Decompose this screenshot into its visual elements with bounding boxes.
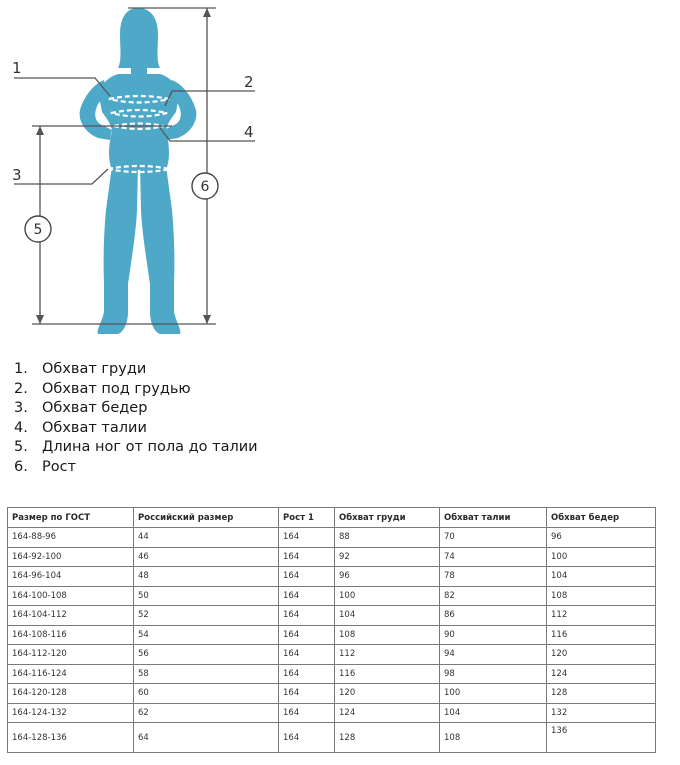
silhouette-right-leg — [140, 166, 180, 334]
legend-label: Рост — [42, 458, 77, 475]
legend-item — [14, 360, 258, 380]
cell-waist: 100 — [440, 684, 547, 704]
cell-height: 164 — [279, 703, 335, 723]
legend-number: 2. — [14, 380, 28, 397]
marker-2: 2 — [244, 73, 254, 91]
cell-russian-size: 50 — [134, 586, 279, 606]
female-silhouette — [80, 8, 197, 334]
cell-chest: 104 — [335, 606, 440, 626]
marker-6: 6 — [200, 179, 210, 195]
cell-height: 164 — [279, 723, 335, 753]
table-row — [8, 586, 656, 606]
table-row — [8, 606, 656, 626]
cell-waist: 94 — [440, 645, 547, 665]
cell-gost-size: 164-124-132 — [8, 703, 134, 723]
cell-height: 164 — [279, 528, 335, 548]
column-header-gost-size: Размер по ГОСТ — [8, 508, 134, 528]
cell-russian-size: 58 — [134, 664, 279, 684]
column-header-chest: Обхват груди — [335, 508, 440, 528]
cell-chest: 88 — [335, 528, 440, 548]
cell-hips: 128 — [547, 684, 656, 704]
marker-1: 1 — [12, 59, 22, 77]
circled-label-5 — [25, 216, 51, 242]
legend-number: 3. — [14, 400, 28, 417]
cell-hips: 96 — [547, 528, 656, 548]
legend-item — [14, 399, 258, 419]
cell-russian-size: 44 — [134, 528, 279, 548]
column-header-hips: Обхват бедер — [547, 508, 656, 528]
cell-waist: 82 — [440, 586, 547, 606]
table-row — [8, 684, 656, 704]
cell-russian-size: 64 — [134, 723, 279, 753]
legend-item — [14, 438, 258, 458]
legend-label: Обхват груди — [42, 361, 147, 377]
table-row — [8, 703, 656, 723]
cell-chest: 100 — [335, 586, 440, 606]
silhouette-left-leg — [98, 166, 138, 334]
body-measurement-figure — [0, 0, 270, 340]
cell-gost-size: 164-104-112 — [8, 606, 134, 626]
cell-waist: 90 — [440, 625, 547, 645]
cell-gost-size: 164-120-128 — [8, 684, 134, 704]
table-row — [8, 567, 656, 587]
cell-hips: 108 — [547, 586, 656, 606]
table-row — [8, 625, 656, 645]
cell-gost-size: 164-92-100 — [8, 547, 134, 567]
cell-waist: 86 — [440, 606, 547, 626]
cell-hips: 104 — [547, 567, 656, 587]
size-table — [7, 507, 656, 753]
cell-waist: 70 — [440, 528, 547, 548]
marker-4: 4 — [244, 123, 254, 141]
leader-line-3 — [14, 169, 108, 184]
cell-hips: 136 — [547, 723, 656, 753]
marker-5: 5 — [33, 222, 43, 238]
circled-label-6 — [192, 173, 218, 199]
cell-russian-size: 60 — [134, 684, 279, 704]
cell-gost-size: 164-116-124 — [8, 664, 134, 684]
cell-height: 164 — [279, 684, 335, 704]
legend-number: 1. — [14, 361, 28, 377]
legend-number: 5. — [14, 439, 28, 456]
column-header-russian-size: Российский размер — [134, 508, 279, 528]
table-header-row — [8, 508, 656, 528]
cell-russian-size: 62 — [134, 703, 279, 723]
cell-russian-size: 46 — [134, 547, 279, 567]
legend-label: Обхват бедер — [42, 400, 148, 417]
cell-chest: 96 — [335, 567, 440, 587]
cell-chest: 92 — [335, 547, 440, 567]
cell-russian-size: 56 — [134, 645, 279, 665]
cell-hips: 100 — [547, 547, 656, 567]
cell-hips: 116 — [547, 625, 656, 645]
cell-hips: 112 — [547, 606, 656, 626]
legend-number: 4. — [14, 419, 28, 436]
cell-chest: 124 — [335, 703, 440, 723]
table-row — [8, 645, 656, 665]
cell-gost-size: 164-100-108 — [8, 586, 134, 606]
cell-height: 164 — [279, 645, 335, 665]
silhouette-torso — [99, 74, 179, 170]
cell-chest: 116 — [335, 664, 440, 684]
cell-chest: 112 — [335, 645, 440, 665]
cell-chest: 128 — [335, 723, 440, 753]
cell-height: 164 — [279, 567, 335, 587]
legend-label: Длина ног от пола до талии — [42, 439, 258, 456]
column-header-height: Рост 1 — [279, 508, 335, 528]
cell-waist: 78 — [440, 567, 547, 587]
cell-russian-size: 54 — [134, 625, 279, 645]
cell-gost-size: 164-112-120 — [8, 645, 134, 665]
marker-3: 3 — [12, 166, 22, 184]
cell-height: 164 — [279, 664, 335, 684]
legend-label: Обхват талии — [42, 419, 147, 436]
cell-russian-size: 48 — [134, 567, 279, 587]
table-row — [8, 723, 656, 753]
legend-item — [14, 380, 258, 400]
cell-waist: 74 — [440, 547, 547, 567]
cell-height: 164 — [279, 625, 335, 645]
table-row — [8, 664, 656, 684]
cell-gost-size: 164-96-104 — [8, 567, 134, 587]
cell-chest: 108 — [335, 625, 440, 645]
measurement-legend — [14, 360, 258, 478]
cell-russian-size: 52 — [134, 606, 279, 626]
cell-chest: 120 — [335, 684, 440, 704]
cell-hips: 132 — [547, 703, 656, 723]
cell-hips: 124 — [547, 664, 656, 684]
cell-height: 164 — [279, 547, 335, 567]
cell-waist: 108 — [440, 723, 547, 753]
cell-gost-size: 164-108-116 — [8, 625, 134, 645]
cell-gost-size: 164-128-136 — [8, 723, 134, 753]
cell-gost-size: 164-88-96 — [8, 528, 134, 548]
cell-height: 164 — [279, 586, 335, 606]
table-row — [8, 547, 656, 567]
cell-waist: 98 — [440, 664, 547, 684]
legend-label: Обхват под грудью — [42, 380, 191, 397]
column-header-waist: Обхват талии — [440, 508, 547, 528]
legend-number: 6. — [14, 458, 28, 475]
cell-hips: 120 — [547, 645, 656, 665]
silhouette-neck — [131, 58, 147, 76]
table-row — [8, 528, 656, 548]
legend-item — [14, 419, 258, 439]
legend-item — [14, 458, 258, 478]
cell-height: 164 — [279, 606, 335, 626]
cell-waist: 104 — [440, 703, 547, 723]
